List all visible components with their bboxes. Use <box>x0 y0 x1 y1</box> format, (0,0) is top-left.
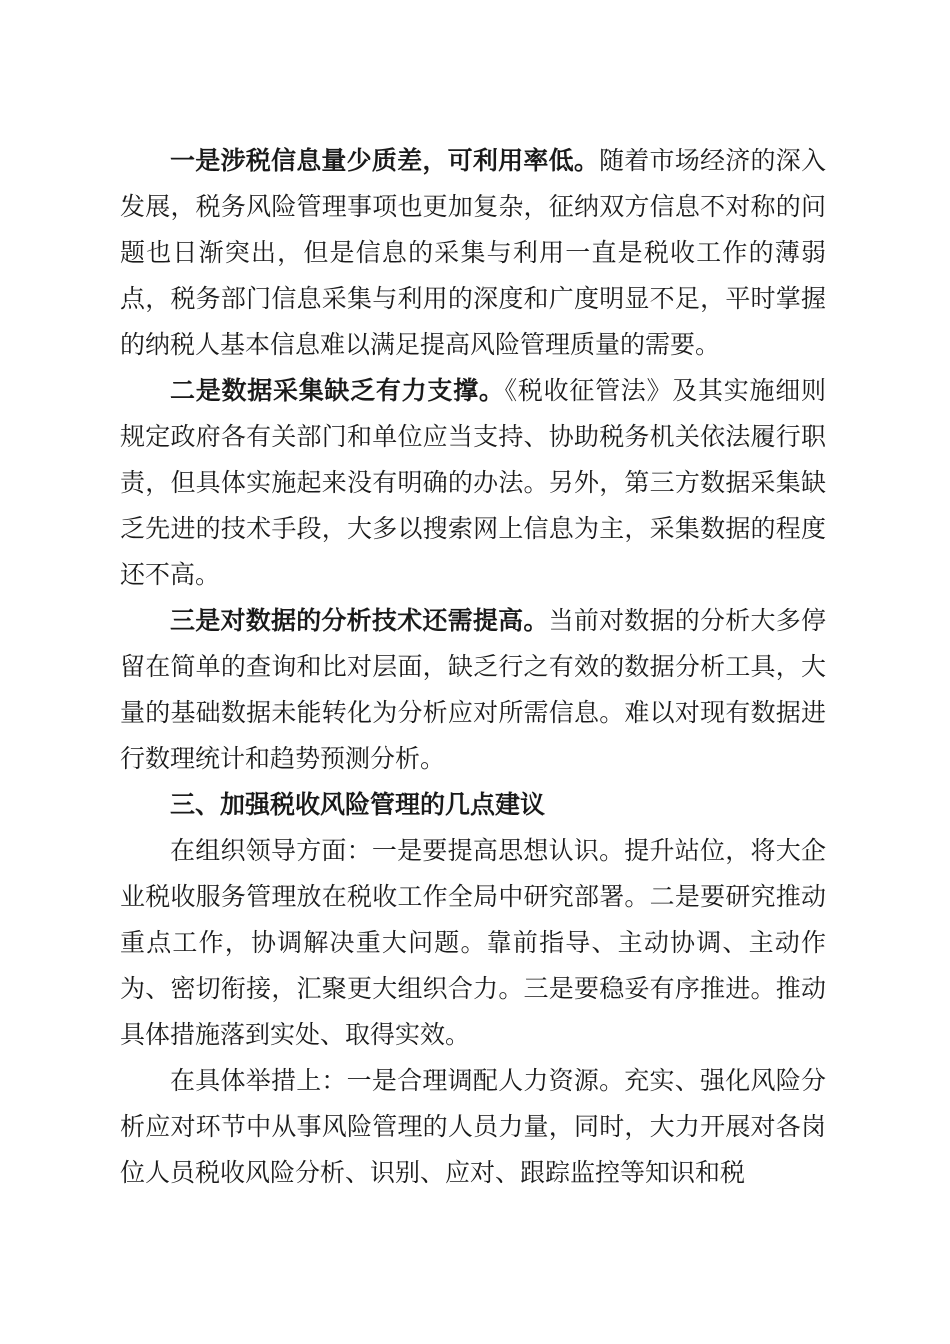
paragraph-measures <box>120 1058 826 1196</box>
paragraph-info-quality <box>120 138 826 368</box>
paragraph-lead: 三是对数据的分析技术还需提高。 <box>170 606 549 635</box>
paragraph-body: 在具体举措上：一是合理调配人力资源。充实、强化风险分析应对环节中从事风险管理的人员力量，同时，大力开展对各岗位人员税收风险分析、识别、应对、跟踪监控等知识和税 <box>120 1066 826 1187</box>
paragraph-body: 当前对数据的分析大多停留在简单的查询和比对层面，缺乏行之有效的数据分析工具，大量的基础数据未能转化为分析应对所需信息。难以对现有数据进行数理统计和趋势预测分析。 <box>120 606 826 773</box>
paragraph-analysis-tech <box>120 598 826 782</box>
paragraph-body: 在组织领导方面：一是要提高思想认识。提升站位，将大企业税收服务管理放在税收工作全局中研究部署。二是要研究推动重点工作，协调解决重大问题。靠前指导、主动协调、主动作为、密切衔接，汇聚更大组织合力。三是要稳妥有序推进。推动具体措施落到实处、取得实效。 <box>120 836 826 1049</box>
document-page <box>120 138 826 1196</box>
paragraph-body: 随着市场经济的深入发展，税务风险管理事项也更加复杂，征纳双方信息不对称的问题也日渐突出，但是信息的采集与利用一直是税收工作的薄弱点，税务部门信息采集与利用的深度和广度明显不足，平时掌握的纳税人基本信息难以满足提高风险管理质量的需要。 <box>120 146 826 359</box>
paragraph-lead: 一是涉税信息量少质差，可利用率低。 <box>170 146 600 175</box>
paragraph-organization <box>120 828 826 1058</box>
section-heading <box>120 782 826 828</box>
paragraph-body: 《税收征管法》及其实施细则规定政府各有关部门和单位应当支持、协助税务机关依法履行职责，但具体实施起来没有明确的办法。另外，第三方数据采集缺乏先进的技术手段，大多以搜索网上信息为主，采集数据的程度还不高。 <box>120 376 826 589</box>
paragraph-lead: 二是数据采集缺乏有力支撑。 <box>170 376 505 405</box>
section-heading-text: 三、加强税收风险管理的几点建议 <box>170 790 546 819</box>
paragraph-data-collection <box>120 368 826 598</box>
